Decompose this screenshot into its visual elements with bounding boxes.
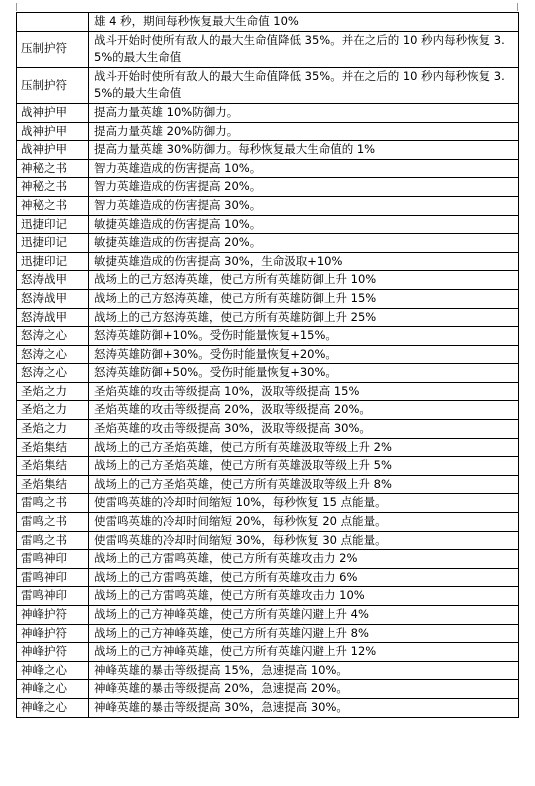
table-row — [17, 587, 519, 606]
item-name-cell: 神峰之心 — [17, 680, 89, 699]
effect-description-cell: 战场上的己方圣焰英雄，使己方所有英雄汲取等级上升 8% — [89, 475, 519, 494]
table-row — [17, 234, 519, 253]
item-name-cell: 战神护甲 — [17, 122, 89, 141]
item-name-cell: 神秘之书 — [17, 196, 89, 215]
effect-description-cell: 提高力量英雄 20%防御力。 — [89, 122, 519, 141]
item-name-cell: 圣焰之力 — [17, 420, 89, 439]
item-name-cell: 怒涛战甲 — [17, 308, 89, 327]
table-row — [17, 13, 519, 32]
table-row — [17, 122, 519, 141]
table-row — [17, 31, 519, 67]
table-row — [17, 457, 519, 476]
effect-description-cell: 使雷鸣英雄的冷却时间缩短 10%，每秒恢复 15 点能量。 — [89, 494, 519, 513]
item-name-cell: 圣焰集结 — [17, 475, 89, 494]
effect-description-cell: 战场上的己方圣焰英雄，使己方所有英雄汲取等级上升 2% — [89, 438, 519, 457]
effect-description-cell: 战场上的己方神峰英雄，使己方所有英雄闪避上升 4% — [89, 606, 519, 625]
table-row — [17, 67, 519, 103]
table-row — [17, 159, 519, 178]
item-name-cell: 圣焰集结 — [17, 457, 89, 476]
table-row — [17, 698, 519, 717]
effect-description-cell: 敏捷英雄造成的伤害提高 10%。 — [89, 215, 519, 234]
effect-description-cell: 战场上的己方神峰英雄，使己方所有英雄闪避上升 8% — [89, 624, 519, 643]
item-name-cell: 神峰护符 — [17, 624, 89, 643]
table-row — [17, 364, 519, 383]
item-name-cell: 怒涛战甲 — [17, 271, 89, 290]
table-row — [17, 196, 519, 215]
item-name-cell: 压制护符 — [17, 67, 89, 103]
table-row — [17, 475, 519, 494]
table-row — [17, 606, 519, 625]
item-name-cell: 雷鸣之书 — [17, 531, 89, 550]
table-row — [17, 420, 519, 439]
item-name-cell: 圣焰集结 — [17, 438, 89, 457]
effect-description-cell: 智力英雄造成的伤害提高 10%。 — [89, 159, 519, 178]
table-row — [17, 438, 519, 457]
item-name-cell: 圣焰之力 — [17, 382, 89, 401]
table-row — [17, 308, 519, 327]
effect-description-cell: 使雷鸣英雄的冷却时间缩短 30%，每秒恢复 30 点能量。 — [89, 531, 519, 550]
item-name-cell: 雷鸣之书 — [17, 513, 89, 532]
item-name-cell: 怒涛之心 — [17, 345, 89, 364]
effect-description-cell: 提高力量英雄 10%防御力。 — [89, 103, 519, 122]
effect-description-cell: 圣焰英雄的攻击等级提高 10%，汲取等级提高 15% — [89, 382, 519, 401]
page-corner-mark-left — [16, 3, 17, 11]
effect-description-cell: 战斗开始时使所有敌人的最大生命值降低 35%。并在之后的 10 秒内每秒恢复 3.5%的最大生命值 — [89, 31, 519, 67]
table-row — [17, 494, 519, 513]
item-name-cell: 雷鸣之书 — [17, 494, 89, 513]
effect-description-cell: 使雷鸣英雄的冷却时间缩短 20%，每秒恢复 20 点能量。 — [89, 513, 519, 532]
table-row — [17, 289, 519, 308]
effect-description-cell: 智力英雄造成的伤害提高 20%。 — [89, 178, 519, 197]
table-row — [17, 568, 519, 587]
effect-description-cell: 战场上的己方雷鸣英雄，使己方所有英雄攻击力 10% — [89, 587, 519, 606]
effect-description-cell: 雄 4 秒，期间每秒恢复最大生命值 10% — [89, 13, 519, 32]
table-row — [17, 103, 519, 122]
effect-description-cell: 圣焰英雄的攻击等级提高 20%，汲取等级提高 20%。 — [89, 401, 519, 420]
effect-description-cell: 敏捷英雄造成的伤害提高 20%。 — [89, 234, 519, 253]
item-name-cell: 迅捷印记 — [17, 234, 89, 253]
table-row — [17, 215, 519, 234]
effect-description-cell: 怒涛英雄防御+30%。受伤时能量恢复+20%。 — [89, 345, 519, 364]
effect-description-cell: 战场上的己方神峰英雄，使己方所有英雄闪避上升 12% — [89, 643, 519, 662]
item-name-cell: 圣焰之力 — [17, 401, 89, 420]
item-name-cell — [17, 13, 89, 32]
item-name-cell: 神秘之书 — [17, 159, 89, 178]
item-name-cell: 雷鸣神印 — [17, 550, 89, 569]
item-name-cell: 战神护甲 — [17, 141, 89, 160]
effect-description-cell: 神峰英雄的暴击等级提高 15%，急速提高 10%。 — [89, 661, 519, 680]
effect-description-cell: 战斗开始时使所有敌人的最大生命值降低 35%。并在之后的 10 秒内每秒恢复 3.5%的最大生命值 — [89, 67, 519, 103]
effect-description-cell: 战场上的己方雷鸣英雄，使己方所有英雄攻击力 6% — [89, 568, 519, 587]
table-row — [17, 513, 519, 532]
effect-description-cell: 怒涛英雄防御+10%。受伤时能量恢复+15%。 — [89, 327, 519, 346]
item-name-cell: 怒涛之心 — [17, 327, 89, 346]
item-name-cell: 神峰之心 — [17, 661, 89, 680]
item-name-cell: 雷鸣神印 — [17, 568, 89, 587]
effect-description-cell: 战场上的己方怒涛英雄，使己方所有英雄防御上升 25% — [89, 308, 519, 327]
effect-description-cell: 提高力量英雄 30%防御力。每秒恢复最大生命值的 1% — [89, 141, 519, 160]
item-name-cell: 雷鸣神印 — [17, 587, 89, 606]
table-row — [17, 680, 519, 699]
table-row — [17, 401, 519, 420]
table-row — [17, 382, 519, 401]
item-name-cell: 神秘之书 — [17, 178, 89, 197]
item-name-cell: 神峰之心 — [17, 698, 89, 717]
effect-description-cell: 战场上的己方怒涛英雄，使己方所有英雄防御上升 10% — [89, 271, 519, 290]
table-body — [17, 13, 519, 718]
item-name-cell: 神峰护符 — [17, 606, 89, 625]
item-effects-table — [16, 12, 519, 718]
effect-description-cell: 怒涛英雄防御+50%。受伤时能量恢复+30%。 — [89, 364, 519, 383]
table-row — [17, 178, 519, 197]
effect-description-cell: 圣焰英雄的攻击等级提高 30%，汲取等级提高 30%。 — [89, 420, 519, 439]
effect-description-cell: 智力英雄造成的伤害提高 30%。 — [89, 196, 519, 215]
table-row — [17, 327, 519, 346]
table-row — [17, 661, 519, 680]
document-page — [16, 12, 518, 718]
effect-description-cell: 战场上的己方圣焰英雄，使己方所有英雄汲取等级上升 5% — [89, 457, 519, 476]
effect-description-cell: 战场上的己方怒涛英雄，使己方所有英雄防御上升 15% — [89, 289, 519, 308]
table-row — [17, 141, 519, 160]
table-row — [17, 345, 519, 364]
item-name-cell: 神峰护符 — [17, 643, 89, 662]
table-row — [17, 531, 519, 550]
item-name-cell: 怒涛之心 — [17, 364, 89, 383]
page-corner-mark-right — [517, 3, 518, 11]
table-row — [17, 252, 519, 271]
table-row — [17, 624, 519, 643]
effect-description-cell: 敏捷英雄造成的伤害提高 30%，生命汲取+10% — [89, 252, 519, 271]
table-row — [17, 271, 519, 290]
item-name-cell: 战神护甲 — [17, 103, 89, 122]
effect-description-cell: 神峰英雄的暴击等级提高 20%，急速提高 20%。 — [89, 680, 519, 699]
table-row — [17, 643, 519, 662]
item-name-cell: 怒涛战甲 — [17, 289, 89, 308]
effect-description-cell: 神峰英雄的暴击等级提高 30%，急速提高 30%。 — [89, 698, 519, 717]
table-row — [17, 550, 519, 569]
item-name-cell: 迅捷印记 — [17, 215, 89, 234]
effect-description-cell: 战场上的己方雷鸣英雄，使己方所有英雄攻击力 2% — [89, 550, 519, 569]
item-name-cell: 迅捷印记 — [17, 252, 89, 271]
item-name-cell: 压制护符 — [17, 31, 89, 67]
